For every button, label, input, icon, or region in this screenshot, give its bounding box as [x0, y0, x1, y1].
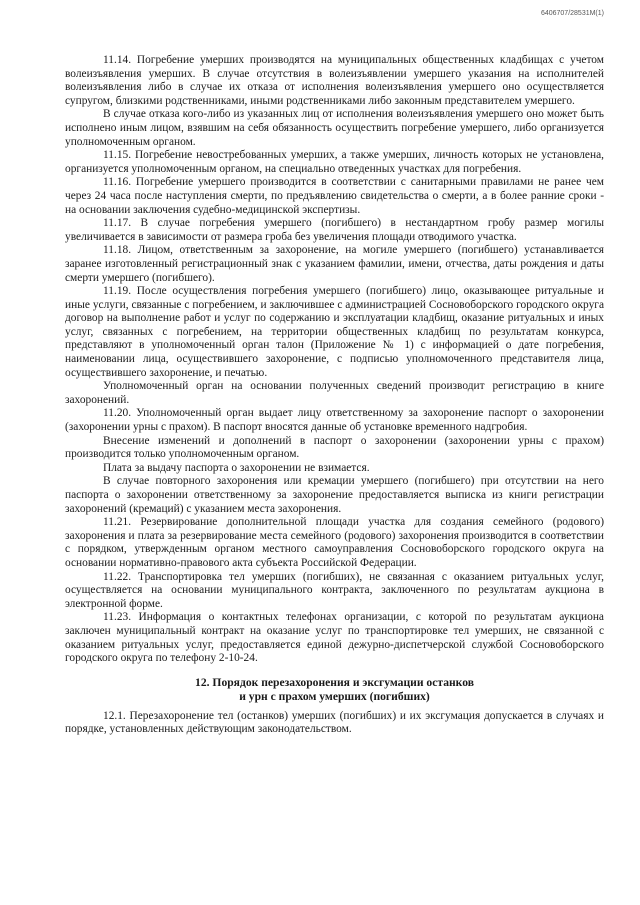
paragraph: 11.17. В случае погребения умершего (погибшего) в нестандартном гробу размер могилы увеличивается в зависимости от размера гроба без увеличения площади отводимого участка. — [65, 217, 604, 243]
paragraph: Плата за выдачу паспорта о захоронении не взимается. — [103, 461, 370, 474]
paragraph: 11.22. Транспортировка тел умерших (погибших), не связанная с оказанием ритуальных услуг, осуществляется на основании муниципального контракта, заключенного по результатам аукциона в электронной форме. — [65, 570, 604, 610]
text-block-before — [65, 54, 604, 666]
paragraph: 11.21. Резервирование дополнительной площади участка для создания семейного (родового) захоронения и плата за резервирование места семейного (родового) захоронения производится в соответствии с порядком, утвержденным органом местного самоуправления Сосновоборского городского округа на основании нормативно-правового акта субъекта Российской Федерации. — [65, 516, 604, 569]
paragraph: 12.1. Перезахоронение тел (останков) умерших (погибших) и их эксгумация допускается в случаях и порядке, установленных действующим законодательством. — [65, 709, 604, 736]
paragraph: Уполномоченный орган на основании полученных сведений производит регистрацию в книге захоронений. — [65, 380, 604, 406]
section-heading — [65, 676, 604, 704]
paragraph: 11.19. После осуществления погребения умершего (погибшего) лицо, оказывающее ритуальные и иные услуги, связанные с погребением, и заключившее с администрацией Сосновоборского городского округа договор на выполнение работ и услуг по содержанию и эксплуатации кладбищ, оказание ритуальных и иных услуг, связанных с погребением, на территории общественных кладбищ по результатам конкурса, представляют в уполномоченный орган талон (Приложение № 1) с информацией о дате погребения, наименовании лица, осуществившего захоронение, с подписью уполномоченного представителя лица, осуществившего захоронение, и печатью. — [65, 285, 604, 379]
paragraph: Внесение изменений и дополнений в паспорт о захоронении (захоронении урны с прахом) производится только уполномоченным органом. — [65, 434, 604, 461]
text-block-after — [65, 710, 604, 737]
paragraph: 11.16. Погребение умершего производится в соответствии с санитарными правилами не ранее чем через 24 часа после наступления смерти, по предъявлению свидетельства о смерти, а в более ранние сроки - на основании заключения судебно-медицинской экспертизы. — [65, 176, 604, 216]
paragraph: 11.14. Погребение умерших производятся на муниципальных общественных кладбищах с учетом волеизъявления умерших. В случае отсутствия в волеизъявлении умершего указания на исполнителей волеизъявления либо в случае их отказа от исполнения волеизъявления умершего оно осуществляется супругом, близкими родственниками, иными родственниками либо законным представителем умершего. — [65, 54, 604, 107]
paragraph: В случае отказа кого-либо из указанных лиц от исполнения волеизъявления умершего оно может быть исполнено иным лицом, взявшим на себя обязанность осуществить погребение умершего, либо организуется уполномоченным органом. — [65, 108, 604, 148]
paragraph: 11.20. Уполномоченный орган выдает лицу ответственному за захоронение паспорт о захоронении (захоронении урны с прахом). В паспорт вносятся данные об установке временного надгробия. — [65, 407, 604, 434]
paragraph: 11.23. Информация о контактных телефонах организации, с которой по результатам аукциона заключен муниципальный контракт на оказание услуг по транспортировке тел умерших, не связанной с оказанием ритуальных услуг, предоставляется единой дежурно-диспетчерской службой Сосновоборского городского округа по телефону 2-10-24. — [65, 611, 604, 665]
paragraph: 11.15. Погребение невостребованных умерших, а также умерших, личность которых не установлена, организуется уполномоченным органом, на специально отведенных участках для погребения. — [65, 149, 604, 175]
paragraph: В случае повторного захоронения или кремации умершего (погибшего) при отсутствии на него паспорта о захоронении ответственному за захоронение предоставляется выписка из книги регистрации захоронений (кремаций) с указанием места захоронения. — [65, 475, 604, 515]
section-heading-line: 12. Порядок перезахоронения и эксгумации останков — [195, 675, 474, 689]
section-heading-line: и урн с прахом умерших (погибших) — [239, 689, 430, 703]
document-id: 6406707/28531М(1) — [540, 10, 604, 17]
paragraph: 11.18. Лицом, ответственным за захоронение, на могиле умершего (погибшего) устанавливается заранее изготовленный регистрационный знак с указанием фамилии, имени, отчества, даты рождения и даты смерти умершего (погибшего). — [65, 244, 604, 284]
